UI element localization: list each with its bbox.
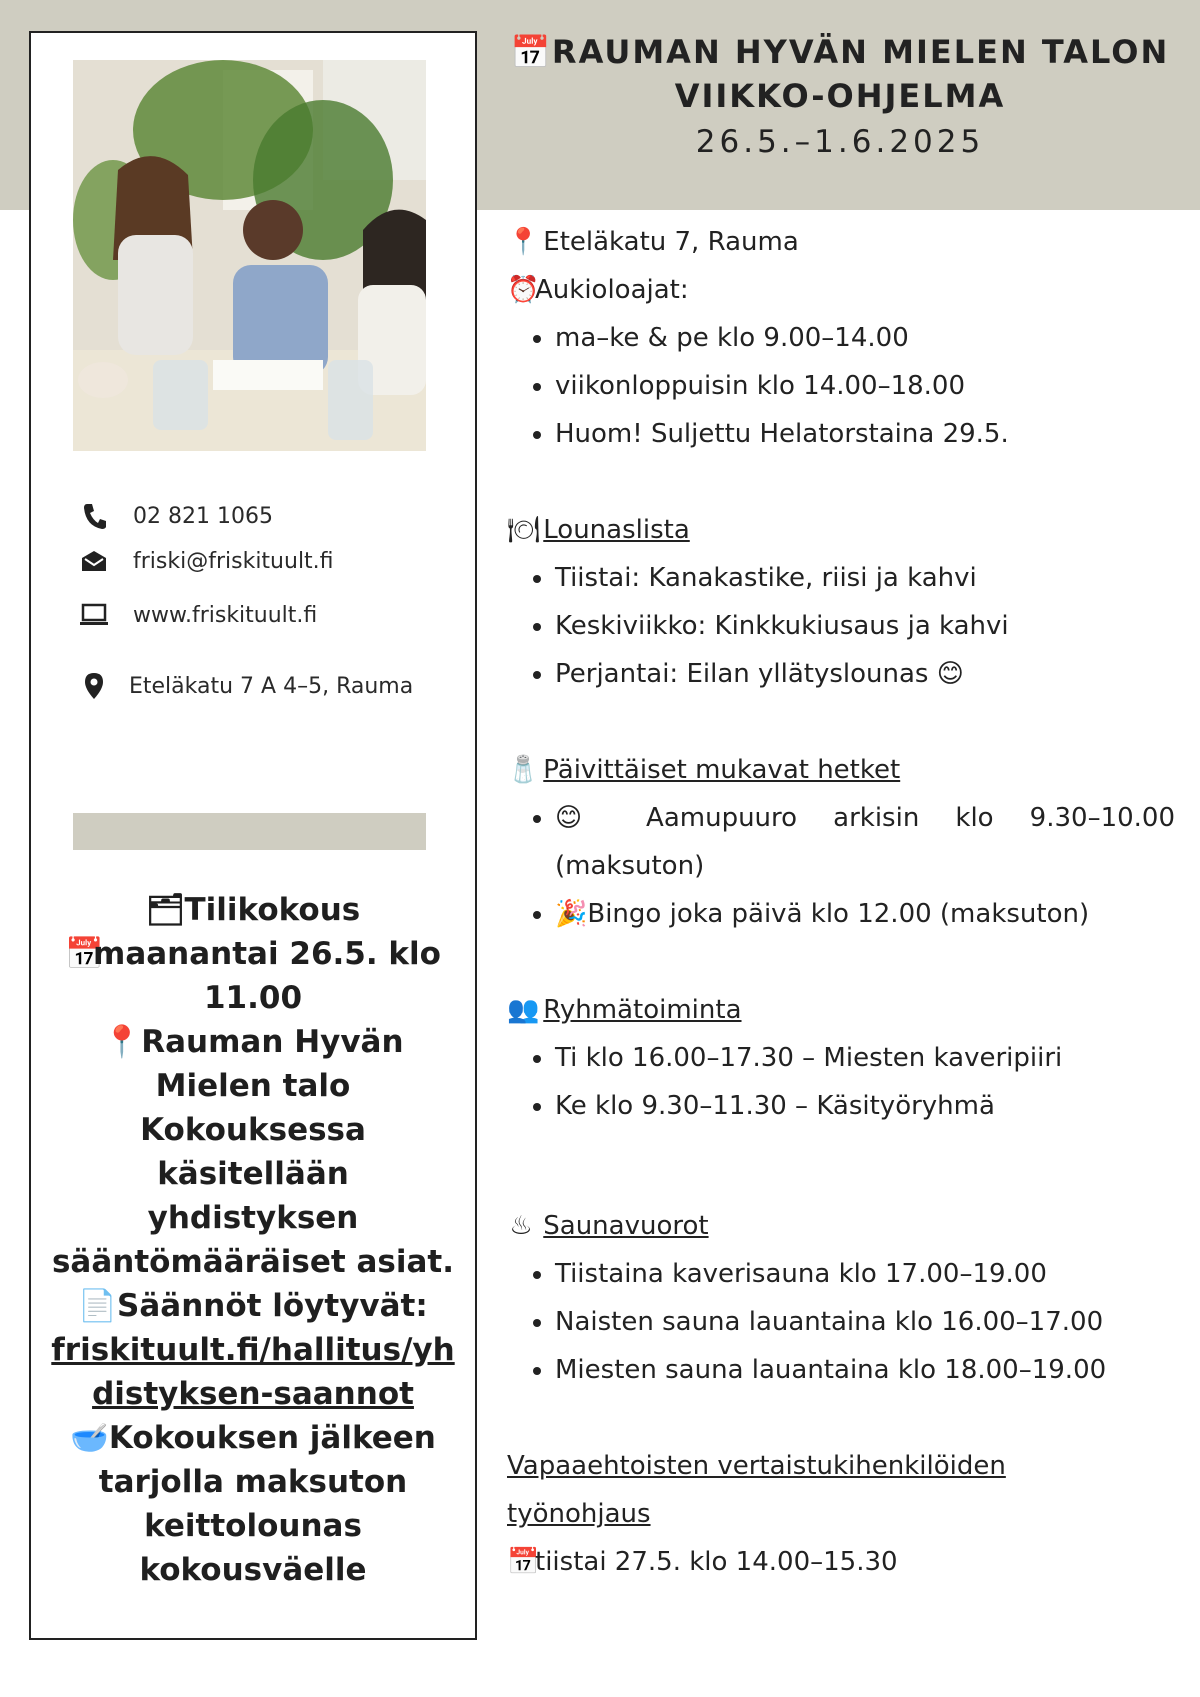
- list-item: • ma–ke & pe klo 9.00–14.00: [555, 314, 1175, 362]
- list-item: • Ti klo 16.00–17.30 – Miesten kaveripiiri: [555, 1034, 1175, 1082]
- volunteer-date: tiistai 27.5. klo 14.00–15.30: [535, 1547, 898, 1577]
- contact-website-row[interactable]: [79, 600, 317, 630]
- list-item: • Ke klo 9.30–11.30 – Käsityöryhmä: [555, 1082, 1175, 1130]
- smile-icon: 😊: [936, 659, 964, 689]
- smile-icon: 😊: [555, 803, 610, 833]
- volunteer-heading: Vapaaehtoisten vertaistukihenkilöiden työnohjaus: [507, 1451, 1006, 1529]
- meeting-place-line: [51, 1020, 455, 1108]
- lunch-list: [507, 554, 1175, 698]
- list-item: [555, 890, 1175, 938]
- rules-link[interactable]: friskituult.fi/hallitus/yhdistyksen-saannot: [51, 1332, 455, 1412]
- website-link[interactable]: www.friskituult.fi: [133, 602, 318, 628]
- sauna-heading-text: Saunavuorot: [543, 1211, 709, 1241]
- phone-icon: [79, 501, 109, 531]
- lunch-heading-text: Lounaslista: [543, 515, 690, 545]
- pushpin-icon: 📍: [507, 227, 540, 257]
- meeting-date: maanantai 26.5. klo 11.00: [93, 936, 441, 1016]
- title-dates: 26.5.–1.6.2025: [695, 124, 985, 160]
- location-pin-icon: [79, 671, 109, 701]
- contact-email-row[interactable]: [79, 546, 334, 576]
- folder-icon: 🗂: [145, 892, 186, 928]
- list-item: [555, 650, 1175, 698]
- daily-heading-text: Päivittäiset mukavat hetket: [543, 755, 901, 785]
- pushpin-icon: 📍: [102, 1024, 142, 1060]
- meeting-notice: [51, 888, 455, 1592]
- list-item: • Huom! Suljettu Helatorstaina 29.5.: [555, 410, 1175, 458]
- meeting-title-line: [51, 888, 455, 932]
- left-panel: [29, 31, 477, 1640]
- group-photo: [73, 60, 426, 451]
- title-line1: [480, 30, 1200, 74]
- salt-shaker-icon: 🧂: [507, 755, 540, 785]
- list-item: • Keskiviikko: Kinkkukiusaus ja kahvi: [555, 602, 1175, 650]
- party-popper-icon: 🎉: [555, 899, 588, 929]
- list-item: • Tiistai: Kanakastike, riisi ja kahvi: [555, 554, 1175, 602]
- daily-heading: [507, 746, 1175, 794]
- groups-heading: [507, 986, 1175, 1034]
- list-item: • Naisten sauna lauantaina klo 16.00–17.00: [555, 1298, 1175, 1346]
- calendar-icon: 📅: [510, 33, 553, 71]
- lunch-item-text: Perjantai: Eilan yllätyslounas: [555, 659, 929, 689]
- list-item: • Tiistaina kaverisauna klo 17.00–19.00: [555, 1250, 1175, 1298]
- alarm-clock-icon: ⏰: [507, 275, 540, 305]
- meeting-place: Rauman Hyvän Mielen talo: [141, 1024, 404, 1104]
- title-text-2: VIIKKO-OHJELMA: [674, 77, 1006, 115]
- lunch-heading: [507, 506, 1175, 554]
- list-item: • Miesten sauna lauantaina klo 18.00–19.00: [555, 1346, 1175, 1394]
- daily-item-text: Aamupuuro arkisin klo 9.30–10.00 (maksuton): [555, 803, 1176, 881]
- email-address[interactable]: friski@friskituult.fi: [133, 548, 334, 574]
- page-title: [480, 30, 1200, 164]
- divider-bar: [73, 813, 426, 850]
- volunteer-date-line: [507, 1538, 1175, 1586]
- hours-label: Aukioloajat:: [535, 275, 689, 305]
- street-address: Eteläkatu 7 A 4–5, Rauma: [129, 673, 414, 699]
- meeting-rules-label: Säännöt löytyvät:: [117, 1288, 428, 1324]
- daily-list: [507, 794, 1175, 938]
- fork-knife-icon: 🍽: [507, 515, 541, 545]
- document-icon: 📄: [78, 1288, 117, 1324]
- people-icon: 👥: [507, 995, 540, 1025]
- address-line: [507, 218, 1175, 266]
- soup-bowl-icon: 🥣: [70, 1420, 109, 1456]
- phone-number[interactable]: 02 821 1065: [133, 503, 273, 529]
- meeting-description: Kokouksessa käsitellään yhdistyksen sääntömääräiset asiat.: [51, 1112, 455, 1280]
- list-item: [555, 794, 1175, 890]
- calendar-icon: 📅: [507, 1547, 540, 1577]
- meeting-rules-line: [51, 1284, 455, 1328]
- meeting-date-line: [51, 932, 455, 1020]
- groups-heading-text: Ryhmätoiminta: [543, 995, 742, 1025]
- hot-springs-icon: ♨: [509, 1211, 533, 1241]
- groups-list: [507, 1034, 1175, 1130]
- contact-phone-row[interactable]: [79, 501, 273, 531]
- contact-address-row: [79, 671, 413, 701]
- sauna-list: [507, 1250, 1175, 1394]
- meeting-lunch: Kokouksen jälkeen tarjolla maksuton keittolounas kokousväelle: [98, 1420, 436, 1588]
- daily-item-text: Bingo joka päivä klo 12.00 (maksuton): [587, 899, 1090, 929]
- laptop-icon: [79, 600, 109, 630]
- envelope-icon: [79, 546, 109, 576]
- title-text-1: RAUMAN HYVÄN MIELEN TALON: [551, 33, 1170, 71]
- address-text: Eteläkatu 7, Rauma: [543, 227, 799, 257]
- meeting-lunch-line: [51, 1416, 455, 1592]
- hours-list: [507, 314, 1175, 458]
- hours-label-line: [507, 266, 1175, 314]
- program-column: [507, 218, 1175, 1586]
- sauna-heading: [507, 1202, 1175, 1250]
- list-item: • viikonloppuisin klo 14.00–18.00: [555, 362, 1175, 410]
- calendar-icon: 📅: [65, 936, 104, 972]
- photo-illustration: [73, 60, 426, 451]
- meeting-title: Tilikokous: [184, 892, 361, 928]
